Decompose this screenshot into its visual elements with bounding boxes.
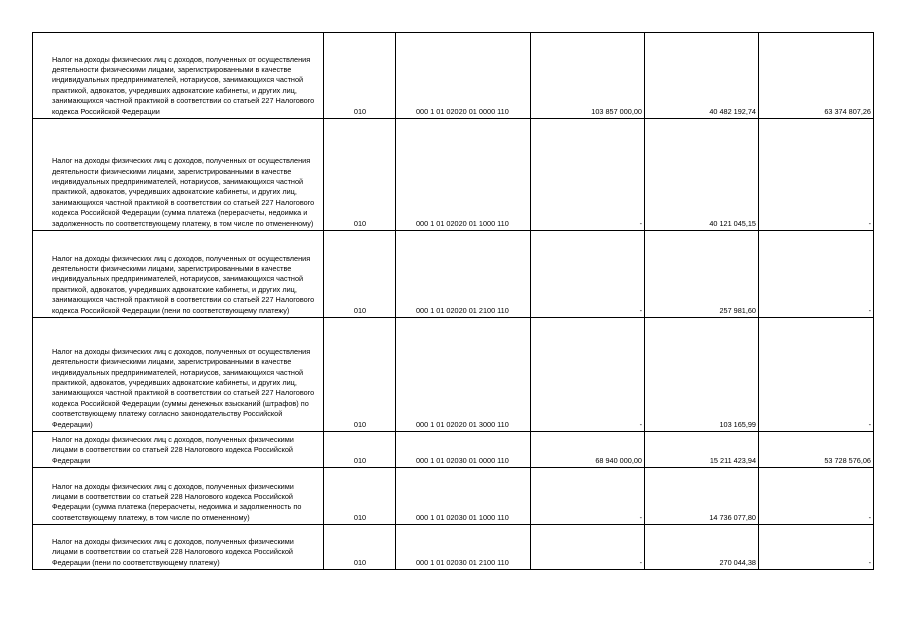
unexecuted-amount-cell: -	[759, 318, 874, 432]
table-row	[33, 119, 874, 231]
line-code-cell: 010	[324, 119, 396, 231]
executed-amount-cell: 103 165,99	[645, 318, 759, 432]
unexecuted-amount-cell: -	[759, 119, 874, 231]
income-name-cell: Налог на доходы физических лиц с доходов, полученных физическими лицами в соответствии со статьей 228 Налогового кодекса Российской Федерации (пени по соответствующему платежу)	[33, 525, 324, 570]
kbk-code-cell: 000 1 01 02020 01 3000 110	[396, 318, 531, 432]
executed-amount-cell: 40 482 192,74	[645, 33, 759, 119]
income-name-cell: Налог на доходы физических лиц с доходов, полученных от осуществления деятельности физическими лицами, зарегистрированными в качестве индивидуальных предпринимателей, нотариусов, занимающихся частной практикой, адвокатов, учредивших адвокатские кабинеты, и других лиц, занимающихся частной практикой в соответствии со статьей 227 Налогового кодекса Российской Федерации (сумма платежа (перерасчеты, недоимка и задолженность по соответствующему платежу, в том числе по отмененному)	[33, 119, 324, 231]
line-code-cell: 010	[324, 525, 396, 570]
budget-execution-table	[32, 32, 874, 570]
executed-amount-cell: 270 044,38	[645, 525, 759, 570]
income-name-cell: Налог на доходы физических лиц с доходов, полученных от осуществления деятельности физическими лицами, зарегистрированными в качестве индивидуальных предпринимателей, нотариусов, занимающихся частной практикой, адвокатов, учредивших адвокатские кабинеты, и других лиц, занимающихся частной практикой в соответствии со статьей 227 Налогового кодекса Российской Федерации (пени по соответствующему платежу)	[33, 231, 324, 318]
approved-amount-cell: -	[531, 468, 645, 525]
line-code-cell: 010	[324, 432, 396, 468]
table-row	[33, 231, 874, 318]
executed-amount-cell: 257 981,60	[645, 231, 759, 318]
table-row	[33, 525, 874, 570]
kbk-code-cell: 000 1 01 02030 01 1000 110	[396, 468, 531, 525]
unexecuted-amount-cell: -	[759, 231, 874, 318]
kbk-code-cell: 000 1 01 02020 01 2100 110	[396, 231, 531, 318]
income-name-cell: Налог на доходы физических лиц с доходов, полученных физическими лицами в соответствии со статьей 228 Налогового кодекса Российской Федерации (сумма платежа (перерасчеты, недоимка и задолженность по соответствующему платежу, в том числе по отмененному)	[33, 468, 324, 525]
line-code-cell: 010	[324, 33, 396, 119]
line-code-cell: 010	[324, 318, 396, 432]
approved-amount-cell: -	[531, 119, 645, 231]
income-name-cell: Налог на доходы физических лиц с доходов, полученных физическими лицами в соответствии со статьей 228 Налогового кодекса Российской Федерации	[33, 432, 324, 468]
kbk-code-cell: 000 1 01 02030 01 0000 110	[396, 432, 531, 468]
kbk-code-cell: 000 1 01 02030 01 2100 110	[396, 525, 531, 570]
unexecuted-amount-cell: 63 374 807,26	[759, 33, 874, 119]
table-row	[33, 468, 874, 525]
table-row	[33, 432, 874, 468]
approved-amount-cell: -	[531, 318, 645, 432]
approved-amount-cell: -	[531, 231, 645, 318]
income-name-cell: Налог на доходы физических лиц с доходов, полученных от осуществления деятельности физическими лицами, зарегистрированными в качестве индивидуальных предпринимателей, нотариусов, занимающихся частной практикой, адвокатов, учредивших адвокатские кабинеты, и других лиц, занимающихся частной практикой в соответствии со статьей 227 Налогового кодекса Российской Федерации	[33, 33, 324, 119]
approved-amount-cell: 103 857 000,00	[531, 33, 645, 119]
unexecuted-amount-cell: 53 728 576,06	[759, 432, 874, 468]
kbk-code-cell: 000 1 01 02020 01 1000 110	[396, 119, 531, 231]
approved-amount-cell: -	[531, 525, 645, 570]
income-name-cell: Налог на доходы физических лиц с доходов, полученных от осуществления деятельности физическими лицами, зарегистрированными в качестве индивидуальных предпринимателей, нотариусов, занимающихся частной практикой, адвокатов, учредивших адвокатские кабинеты, и других лиц, занимающихся частной практикой в соответствии со статьей 227 Налогового кодекса Российской Федерации (суммы денежных взысканий (штрафов) по соответствующему платежу согласно законодательству Российской Федерации)	[33, 318, 324, 432]
kbk-code-cell: 000 1 01 02020 01 0000 110	[396, 33, 531, 119]
executed-amount-cell: 14 736 077,80	[645, 468, 759, 525]
unexecuted-amount-cell: -	[759, 468, 874, 525]
executed-amount-cell: 40 121 045,15	[645, 119, 759, 231]
executed-amount-cell: 15 211 423,94	[645, 432, 759, 468]
line-code-cell: 010	[324, 231, 396, 318]
table-row	[33, 318, 874, 432]
approved-amount-cell: 68 940 000,00	[531, 432, 645, 468]
table-row	[33, 33, 874, 119]
unexecuted-amount-cell: -	[759, 525, 874, 570]
line-code-cell: 010	[324, 468, 396, 525]
